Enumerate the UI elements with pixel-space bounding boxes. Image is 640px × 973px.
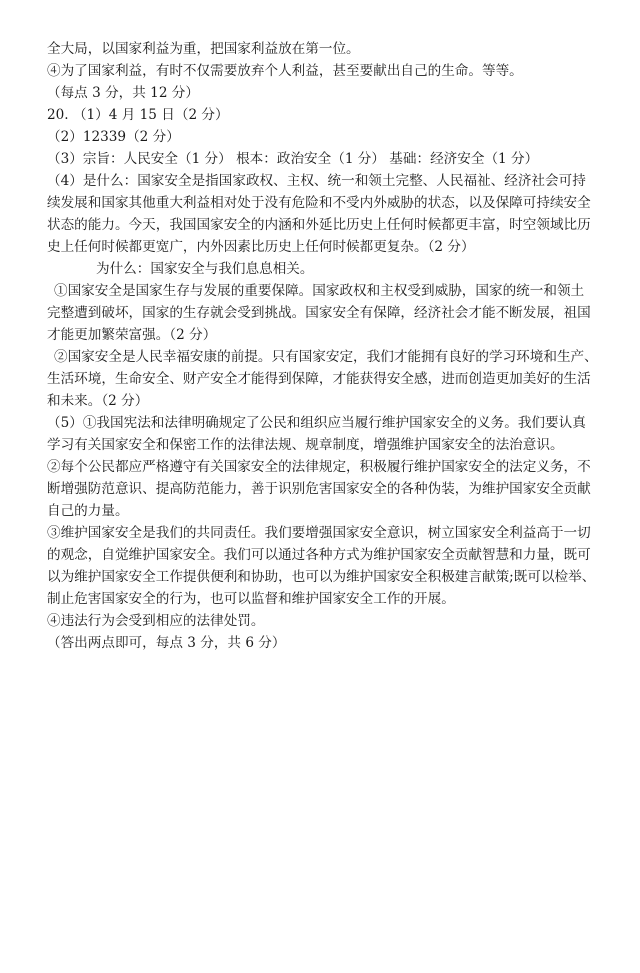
text-line: 全大局，以国家利益为重，把国家利益放在第一位。 [47, 41, 360, 57]
text-line: ②国家安全是人民幸福安康的前提。只有国家安定，我们才能拥有良好的学习环境和生产、 [54, 349, 598, 365]
text-line: （每点 3 分，共 12 分） [47, 85, 199, 101]
text-line: 断增强防范意识、提高防范能力，善于识别危害国家安全的各种伪装，为维护国家安全贡献 [47, 481, 591, 497]
text-line: 制止危害国家安全的行为，也可以监督和维护国家安全工作的开展。 [47, 591, 455, 607]
text-line: 为什么：国家安全与我们息息相关。 [96, 261, 314, 277]
text-line: （3）宗旨：人民安全（1 分） 根本：政治安全（1 分） 基础：经济安全（1 分） [47, 151, 539, 167]
question-heading: 20. （1）4 月 15 日（2 分） [47, 107, 229, 123]
text-line: 才能更加繁荣富强。（2 分） [47, 327, 217, 343]
text-line: 完整遭到破坏，国家的生存就会受到挑战。国家安全有保障，经济社会才能不断发展，祖国 [47, 305, 591, 321]
text-line: ②每个公民都应严格遵守有关国家安全的法律规定，积极履行维护国家安全的法定义务，不 [47, 459, 591, 475]
text-line: 以为维护国家安全工作提供便利和协助，也可以为维护国家安全积极建言献策;既可以检举、 [47, 569, 596, 585]
text-line: 的观念，自觉维护国家安全。我们可以通过各种方式为维护国家安全贡献智慧和力量，既可 [47, 547, 591, 563]
text-line: ④为了国家利益，有时不仅需要放弃个人利益，甚至要献出自己的生命。等等。 [47, 63, 523, 79]
text-line: 自己的力量。 [47, 503, 129, 519]
text-line: 和未来。（2 分） [47, 393, 149, 409]
text-line: 学习有关国家安全和保密工作的法律法规、规章制度，增强维护国家安全的法治意识。 [47, 437, 564, 453]
text-line: 生活环境，生命安全、财产安全才能得到保障，才能获得安全感，进而创造更加美好的生活 [47, 371, 591, 387]
text-line: 史上任何时候都更宽广，内外因素比历史上任何时候都更复杂。（2 分） [47, 239, 475, 255]
text-line: （答出两点即可，每点 3 分，共 6 分） [47, 635, 286, 651]
text-line: ①国家安全是国家生存与发展的重要保障。国家政权和主权受到威胁，国家的统一和领土 [54, 283, 585, 299]
text-line: ④违法行为会受到相应的法律处罚。 [47, 613, 265, 629]
text-line: 续发展和国家其他重大利益相对处于没有危险和不受内外威胁的状态，以及保障可持续安全 [47, 195, 591, 211]
text-line: （5）①我国宪法和法律明确规定了公民和组织应当履行维护国家安全的义务。我们要认真 [47, 415, 586, 431]
text-line: ③维护国家安全是我们的共同责任。我们要增强国家安全意识，树立国家安全利益高于一切 [47, 525, 591, 541]
text-line: （4）是什么：国家安全是指国家政权、主权、统一和领土完整、人民福祉、经济社会可持 [47, 173, 586, 189]
text-line: 状态的能力。今天，我国国家安全的内涵和外延比历史上任何时候都更丰富，时空领域比历 [47, 217, 591, 233]
text-line: （2）12339（2 分） [47, 129, 180, 145]
